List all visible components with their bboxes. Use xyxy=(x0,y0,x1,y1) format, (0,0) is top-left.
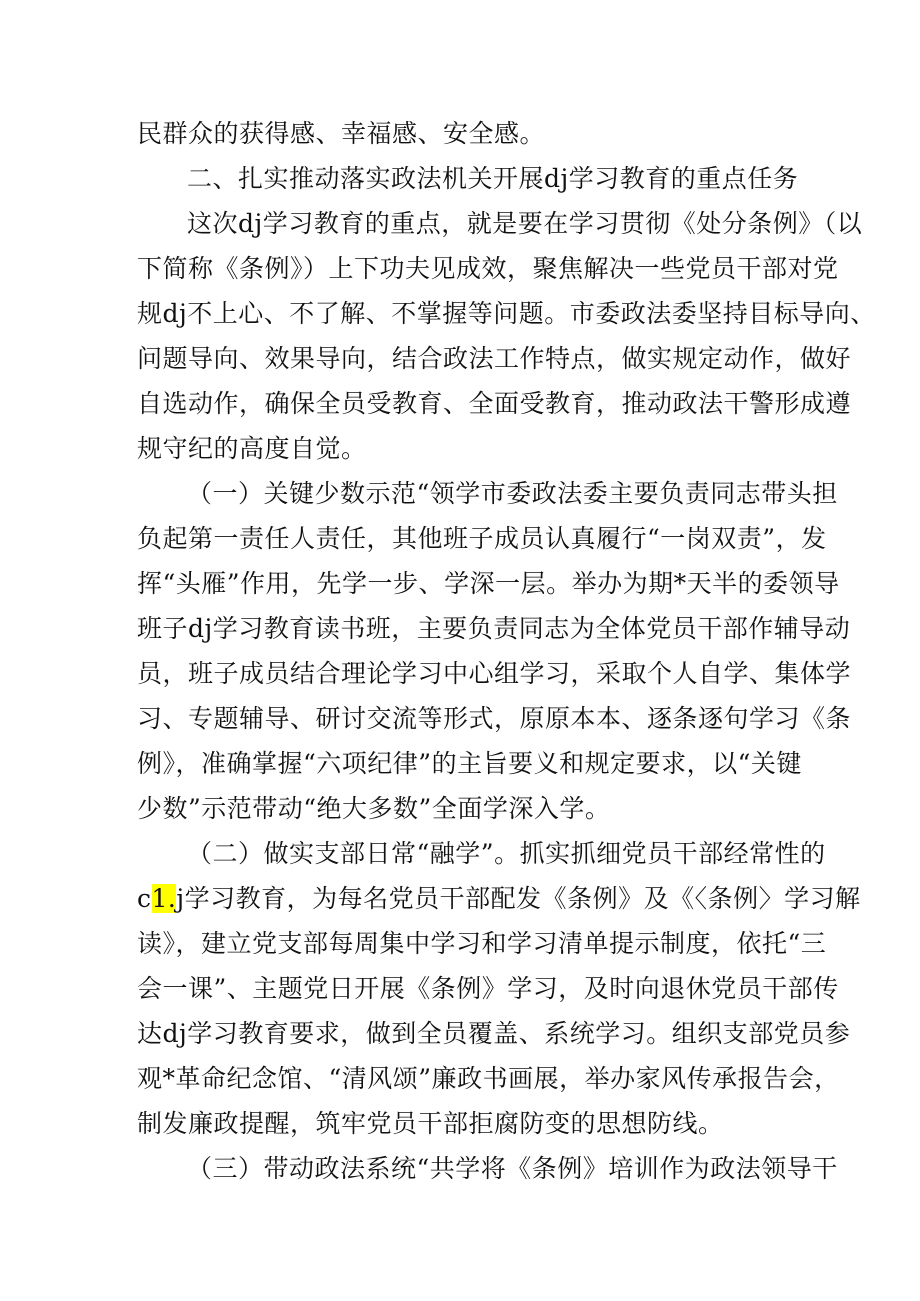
text-line-18-rest: j学习教育，为每名党员干部配发《条例》及《〈条例〉学习解 xyxy=(176,884,861,913)
text-line-20: 会一课”、主题党日开展《条例》学习，及时向退休党员干部传 xyxy=(137,974,839,1003)
section-heading: 二、扎实推动落实政法机关开展dj学习教育的重点任务 xyxy=(187,164,799,193)
text-line-1: 民群众的获得感、幸福感、安全感。 xyxy=(137,119,546,148)
text-line-13: 员，班子成员结合理论学习中心组学习，采取个人自学、集体学 xyxy=(137,659,852,688)
text-line-7: 自选动作，确保全员受教育、全面受教育，推动政法干警形成遵 xyxy=(137,389,852,418)
subsection-2-heading: （二）做实支部日常“融学”。抓实抓细党员干部经常性的 xyxy=(187,839,826,868)
text-line-10: 负起第一责任人责任，其他班子成员认真履行“一岗双责”，发 xyxy=(137,524,827,553)
text-line-22: 观*革命纪念馆、“清风颂”廉政书画展，举办家风传承报告会， xyxy=(137,1064,840,1093)
highlighted-text: 1. xyxy=(151,884,177,913)
subsection-1-heading: （一）关键少数示范“领学市委政法委主要负责同志带头担 xyxy=(187,479,838,508)
text-line-14: 习、专题辅导、研讨交流等形式，原原本本、逐条逐句学习《条 xyxy=(137,704,852,733)
text-line-12: 班子dj学习教育读书班，主要负责同志为全体党员干部作辅导动 xyxy=(137,614,851,643)
text-line-3: 这次dj学习教育的重点，就是要在学习贯彻《处分条例》（以 xyxy=(187,209,863,238)
text-line-16: 少数”示范带动“绝大多数”全面学深入学。 xyxy=(137,794,611,823)
text-line-4: 下简称《条例》）上下功夫见成效，聚焦解决一些党员干部对党 xyxy=(137,254,839,283)
text-line-23: 制发廉政提醒，筑牢党员干部拒腐防变的思想防线。 xyxy=(137,1109,724,1138)
text-line-21: 达dj学习教育要求，做到全员覆盖、系统学习。组织支部党员参 xyxy=(137,1019,851,1048)
text-line-5: 规dj不上心、不了解、不掌握等问题。市委政法委坚持目标导向、 xyxy=(137,299,876,328)
text-line-6: 问题导向、效果导向，结合政法工作特点，做实规定动作，做好 xyxy=(137,344,852,373)
text-line-19: 读》，建立党支部每周集中学习和学习清单提示制度，依托“三 xyxy=(137,929,827,958)
text-line-8: 规守纪的高度自觉。 xyxy=(137,434,367,463)
text-line-15: 例》，准确掌握“六项纪律”的主旨要义和规定要求，以“关键 xyxy=(137,749,802,778)
text-line-11: 挥“头雁”作用，先学一步、学深一层。举办为期*天半的委领导 xyxy=(137,569,840,598)
subsection-3-heading: （三）带动政法系统“共学将《条例》培训作为政法领导干 xyxy=(187,1154,838,1183)
text-line-18-prefix: c xyxy=(137,884,152,913)
text-line-18 xyxy=(137,883,861,915)
